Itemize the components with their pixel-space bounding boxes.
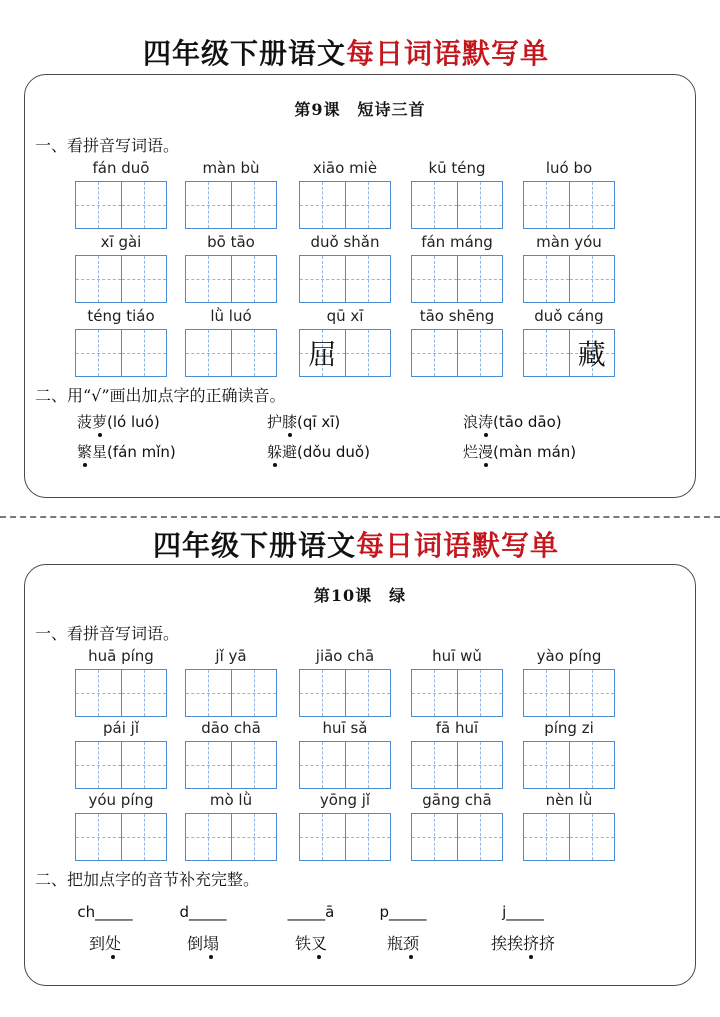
character-box[interactable] bbox=[569, 742, 615, 788]
character-box[interactable] bbox=[76, 742, 121, 788]
syllable-fill-item[interactable]: p_____ 瓶颈 bbox=[363, 901, 443, 954]
character-box[interactable] bbox=[121, 256, 167, 302]
written-character bbox=[458, 814, 503, 860]
pinyin-word-cell bbox=[75, 157, 167, 229]
pinyin-word-cell bbox=[299, 645, 391, 717]
pronunciation-choice[interactable]: 繁星(fán mǐn) bbox=[77, 443, 176, 461]
writing-grid bbox=[523, 741, 615, 789]
character-box[interactable] bbox=[345, 182, 391, 228]
writing-grid bbox=[523, 181, 615, 229]
written-character bbox=[524, 742, 569, 788]
pronunciation-choice[interactable]: 躲避(dǒu duǒ) bbox=[267, 443, 370, 461]
pinyin-label: duǒ cáng bbox=[534, 307, 604, 325]
character-box[interactable] bbox=[76, 256, 121, 302]
syllable-blank[interactable]: j_____ bbox=[502, 903, 544, 921]
writing-grid bbox=[523, 255, 615, 303]
written-character bbox=[186, 182, 231, 228]
pinyin-label: jiāo chā bbox=[315, 647, 375, 665]
written-character bbox=[76, 182, 121, 228]
pinyin-word-cell bbox=[75, 645, 167, 717]
character-box[interactable] bbox=[569, 330, 615, 376]
character-box[interactable] bbox=[569, 256, 615, 302]
pinyin-label: fán duō bbox=[92, 159, 150, 177]
writing-grid bbox=[299, 181, 391, 229]
syllable-blank[interactable]: p_____ bbox=[379, 903, 427, 921]
lesson-title: 第10课 绿 bbox=[313, 586, 407, 605]
written-character bbox=[346, 256, 391, 302]
character-box[interactable] bbox=[412, 182, 457, 228]
character-box[interactable] bbox=[524, 182, 569, 228]
pinyin-word-cell bbox=[185, 157, 277, 229]
writing-grid bbox=[185, 329, 277, 377]
dotted-char: 繁 bbox=[77, 443, 93, 461]
character-box[interactable] bbox=[569, 814, 615, 860]
written-character bbox=[232, 670, 277, 716]
character-box[interactable] bbox=[231, 670, 277, 716]
written-character: 藏 bbox=[577, 338, 606, 371]
written-character bbox=[122, 330, 167, 376]
writing-grid bbox=[411, 669, 503, 717]
pinyin-word-cell bbox=[185, 789, 277, 861]
written-character bbox=[524, 670, 569, 716]
character-box[interactable] bbox=[121, 814, 167, 860]
written-character bbox=[570, 814, 615, 860]
character-box[interactable] bbox=[524, 330, 569, 376]
pronunciation-choice[interactable]: 浪涛(tāo dāo) bbox=[463, 413, 562, 431]
pronunciation-choice[interactable]: 护膝(qī xī) bbox=[267, 413, 341, 431]
written-character bbox=[346, 670, 391, 716]
character-box[interactable] bbox=[231, 742, 277, 788]
character-box[interactable] bbox=[457, 814, 503, 860]
writing-grid bbox=[75, 741, 167, 789]
pinyin-label: duǒ shǎn bbox=[310, 233, 380, 251]
written-character bbox=[524, 182, 569, 228]
written-character bbox=[412, 814, 457, 860]
writing-grid bbox=[75, 329, 167, 377]
written-character bbox=[186, 742, 231, 788]
syllable-fill-item[interactable]: ch_____ 到处 bbox=[65, 901, 145, 954]
written-character bbox=[232, 256, 277, 302]
pinyin-word-cell bbox=[299, 717, 391, 789]
character-box[interactable] bbox=[345, 330, 391, 376]
character-box[interactable] bbox=[412, 330, 457, 376]
written-character bbox=[76, 814, 121, 860]
pinyin-word-cell bbox=[523, 645, 615, 717]
character-box[interactable] bbox=[345, 814, 391, 860]
pinyin-word-cell bbox=[411, 231, 503, 303]
written-character bbox=[412, 670, 457, 716]
writing-grid bbox=[299, 813, 391, 861]
written-character bbox=[300, 814, 345, 860]
character-box[interactable] bbox=[231, 182, 277, 228]
dotted-char: 处 bbox=[105, 931, 121, 954]
writing-grid bbox=[185, 255, 277, 303]
pinyin-word-cell bbox=[75, 717, 167, 789]
character-box[interactable] bbox=[186, 670, 231, 716]
character-box[interactable] bbox=[231, 814, 277, 860]
pinyin-word-cell bbox=[523, 157, 615, 229]
pinyin-word-cell bbox=[411, 157, 503, 229]
writing-grid bbox=[411, 813, 503, 861]
pinyin-label: dāo chā bbox=[201, 719, 261, 737]
written-character bbox=[346, 330, 391, 376]
pinyin-label: mò lǜ bbox=[209, 791, 253, 809]
pinyin-label: xī gài bbox=[100, 233, 142, 251]
pinyin-word-cell bbox=[75, 305, 167, 377]
pinyin-word-cell bbox=[411, 789, 503, 861]
character-box[interactable] bbox=[76, 670, 121, 716]
writing-grid bbox=[299, 255, 391, 303]
written-character bbox=[458, 256, 503, 302]
pinyin-label: tāo shēng bbox=[419, 307, 495, 325]
dotted-char: 塌 bbox=[203, 931, 219, 954]
character-box[interactable] bbox=[186, 742, 231, 788]
writing-grid bbox=[75, 181, 167, 229]
character-box[interactable] bbox=[412, 670, 457, 716]
pinyin-label: bō tāo bbox=[207, 233, 255, 251]
character-box[interactable] bbox=[457, 670, 503, 716]
dotted-char: 颈 bbox=[403, 931, 419, 954]
character-box[interactable] bbox=[524, 256, 569, 302]
pinyin-label: màn bù bbox=[202, 159, 260, 177]
written-character bbox=[300, 182, 345, 228]
writing-grid bbox=[185, 669, 277, 717]
pinyin-word-cell bbox=[411, 717, 503, 789]
written-character bbox=[232, 330, 277, 376]
character-box[interactable] bbox=[121, 182, 167, 228]
character-box[interactable] bbox=[524, 742, 569, 788]
page-title: 四年级下册语文每日词语默写单 bbox=[142, 37, 550, 70]
pinyin-label: téng tiáo bbox=[87, 307, 155, 325]
pinyin-label: màn yóu bbox=[536, 233, 602, 251]
character-box[interactable] bbox=[457, 182, 503, 228]
pinyin-label: lǜ luó bbox=[210, 307, 252, 325]
written-character bbox=[412, 330, 457, 376]
character-box[interactable] bbox=[300, 256, 345, 302]
writing-grid bbox=[299, 669, 391, 717]
pinyin-label: fā huī bbox=[435, 719, 479, 737]
written-character bbox=[300, 742, 345, 788]
writing-grid bbox=[299, 329, 391, 377]
section-heading: 二、用“√”画出加点字的正确读音。 bbox=[35, 386, 286, 405]
written-character bbox=[232, 182, 277, 228]
pinyin-label: huī sǎ bbox=[322, 719, 368, 737]
character-box[interactable] bbox=[300, 670, 345, 716]
section-heading: 一、看拼音写词语。 bbox=[35, 624, 180, 643]
pinyin-word-cell bbox=[411, 645, 503, 717]
written-character bbox=[122, 256, 167, 302]
written-character bbox=[570, 742, 615, 788]
dotted-char: 漫 bbox=[478, 443, 494, 461]
pinyin-word-cell bbox=[75, 231, 167, 303]
character-box[interactable] bbox=[76, 330, 121, 376]
pronunciation-choice[interactable]: 菠萝(ló luó) bbox=[77, 413, 160, 431]
written-character bbox=[412, 256, 457, 302]
pinyin-label: gāng chā bbox=[422, 791, 492, 809]
written-character bbox=[122, 742, 167, 788]
writing-grid bbox=[185, 741, 277, 789]
written-character bbox=[76, 742, 121, 788]
character-box[interactable] bbox=[569, 182, 615, 228]
written-character bbox=[570, 182, 615, 228]
writing-grid bbox=[75, 255, 167, 303]
syllable-blank[interactable]: d_____ bbox=[179, 903, 227, 921]
character-box[interactable] bbox=[76, 814, 121, 860]
written-character bbox=[76, 670, 121, 716]
written-character bbox=[570, 256, 615, 302]
pinyin-word-cell bbox=[185, 645, 277, 717]
pinyin-word-cell bbox=[523, 717, 615, 789]
page-title: 四年级下册语文每日词语默写单 bbox=[152, 529, 560, 562]
written-character bbox=[412, 742, 457, 788]
written-character bbox=[458, 182, 503, 228]
character-box[interactable] bbox=[121, 742, 167, 788]
written-character bbox=[186, 670, 231, 716]
pinyin-label: nèn lǜ bbox=[545, 791, 593, 809]
character-box[interactable] bbox=[300, 182, 345, 228]
character-box[interactable] bbox=[412, 814, 457, 860]
written-character bbox=[122, 670, 167, 716]
pinyin-label: yào píng bbox=[536, 647, 602, 665]
character-box[interactable] bbox=[186, 256, 231, 302]
pinyin-word-cell bbox=[299, 305, 391, 377]
character-box[interactable] bbox=[231, 330, 277, 376]
writing-grid bbox=[523, 813, 615, 861]
syllable-blank[interactable]: ch_____ bbox=[77, 903, 133, 921]
pinyin-word-cell bbox=[523, 231, 615, 303]
written-character bbox=[524, 256, 569, 302]
pinyin-label: fán máng bbox=[421, 233, 493, 251]
pinyin-word-cell bbox=[299, 231, 391, 303]
writing-grid bbox=[185, 813, 277, 861]
pronunciation-choice[interactable]: 烂漫(màn mán) bbox=[463, 443, 577, 461]
pinyin-label: qū xī bbox=[326, 307, 364, 325]
written-character bbox=[76, 330, 121, 376]
written-character bbox=[186, 330, 231, 376]
pinyin-word-cell bbox=[75, 789, 167, 861]
character-box[interactable] bbox=[300, 742, 345, 788]
writing-grid bbox=[75, 813, 167, 861]
pinyin-word-cell bbox=[185, 231, 277, 303]
written-character bbox=[458, 330, 503, 376]
dotted-char: 膝 bbox=[282, 413, 298, 431]
written-character bbox=[346, 814, 391, 860]
character-box[interactable] bbox=[412, 742, 457, 788]
character-box[interactable] bbox=[457, 256, 503, 302]
pinyin-word-cell bbox=[185, 717, 277, 789]
writing-grid bbox=[411, 329, 503, 377]
character-box[interactable] bbox=[300, 814, 345, 860]
cut-line bbox=[0, 516, 720, 518]
written-character bbox=[76, 256, 121, 302]
written-character bbox=[412, 182, 457, 228]
written-character bbox=[346, 182, 391, 228]
character-box[interactable] bbox=[186, 814, 231, 860]
written-character bbox=[458, 742, 503, 788]
written-character bbox=[300, 256, 345, 302]
dotted-char: 躲 bbox=[267, 443, 283, 461]
worksheet-panel bbox=[24, 74, 696, 498]
character-box[interactable] bbox=[345, 670, 391, 716]
section-heading: 二、把加点字的音节补充完整。 bbox=[35, 870, 260, 889]
written-character bbox=[232, 814, 277, 860]
written-character bbox=[346, 742, 391, 788]
character-box[interactable] bbox=[345, 742, 391, 788]
pinyin-word-cell bbox=[411, 305, 503, 377]
syllable-fill-item[interactable]: j_____ 挨挨挤挤 bbox=[473, 901, 573, 954]
written-character bbox=[300, 670, 345, 716]
pinyin-label: luó bo bbox=[545, 159, 593, 177]
pinyin-label: píng zi bbox=[544, 719, 594, 737]
character-box[interactable] bbox=[186, 330, 231, 376]
character-box[interactable] bbox=[524, 814, 569, 860]
character-box[interactable] bbox=[231, 256, 277, 302]
syllable-blank[interactable]: _____ā bbox=[287, 903, 335, 921]
dotted-char: 叉 bbox=[311, 931, 327, 954]
pinyin-word-cell bbox=[523, 305, 615, 377]
character-box[interactable] bbox=[524, 670, 569, 716]
character-box[interactable] bbox=[300, 330, 345, 376]
written-character bbox=[524, 330, 569, 376]
writing-grid bbox=[411, 741, 503, 789]
worksheet-panel bbox=[24, 564, 696, 986]
section-heading: 一、看拼音写词语。 bbox=[35, 136, 180, 155]
pinyin-label: yóu píng bbox=[88, 791, 154, 809]
writing-grid bbox=[75, 669, 167, 717]
character-box[interactable] bbox=[412, 256, 457, 302]
writing-grid bbox=[523, 329, 615, 377]
pinyin-label: kū téng bbox=[428, 159, 486, 177]
character-box[interactable] bbox=[76, 182, 121, 228]
written-character bbox=[186, 814, 231, 860]
character-box[interactable] bbox=[121, 330, 167, 376]
writing-grid bbox=[411, 255, 503, 303]
written-character bbox=[122, 814, 167, 860]
character-box[interactable] bbox=[186, 182, 231, 228]
pinyin-label: jǐ yā bbox=[215, 647, 247, 665]
dotted-char: 涛 bbox=[478, 413, 494, 431]
writing-grid bbox=[185, 181, 277, 229]
pinyin-label: huā píng bbox=[88, 647, 154, 665]
character-box[interactable] bbox=[345, 256, 391, 302]
character-box[interactable] bbox=[457, 330, 503, 376]
syllable-fill-item[interactable]: _____ā 铁叉 bbox=[271, 901, 351, 954]
syllable-fill-item[interactable]: d_____ 倒塌 bbox=[163, 901, 243, 954]
written-character bbox=[232, 742, 277, 788]
written-character bbox=[524, 814, 569, 860]
written-character: 屈 bbox=[308, 338, 337, 371]
written-character bbox=[122, 182, 167, 228]
pinyin-label: huī wǔ bbox=[432, 647, 482, 665]
dotted-char: 挤 bbox=[523, 931, 539, 954]
pinyin-label: xiāo miè bbox=[312, 159, 378, 177]
pinyin-word-cell bbox=[523, 789, 615, 861]
pinyin-word-cell bbox=[299, 157, 391, 229]
pinyin-word-cell bbox=[185, 305, 277, 377]
writing-grid bbox=[523, 669, 615, 717]
written-character bbox=[570, 670, 615, 716]
writing-grid bbox=[411, 181, 503, 229]
written-character bbox=[186, 256, 231, 302]
character-box[interactable] bbox=[121, 670, 167, 716]
pinyin-word-cell bbox=[299, 789, 391, 861]
pinyin-label: pái jǐ bbox=[103, 719, 139, 737]
lesson-title: 第9课 短诗三首 bbox=[294, 100, 426, 119]
writing-grid bbox=[299, 741, 391, 789]
dotted-char: 萝 bbox=[92, 413, 108, 431]
written-character bbox=[458, 670, 503, 716]
character-box[interactable] bbox=[569, 670, 615, 716]
character-box[interactable] bbox=[457, 742, 503, 788]
pinyin-label: yōng jǐ bbox=[319, 791, 371, 809]
